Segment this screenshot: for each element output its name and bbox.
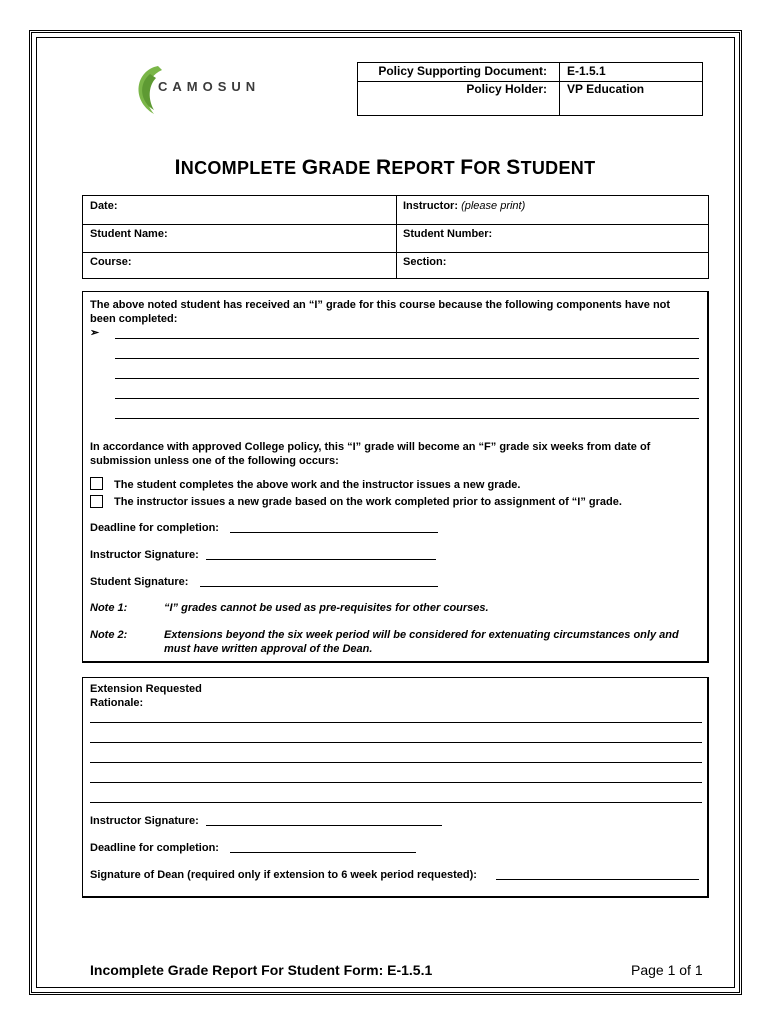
extension-requested-label: Extension Requested xyxy=(90,683,202,695)
component-line-3[interactable] xyxy=(115,378,699,379)
extension-instructor-signature-line[interactable] xyxy=(206,825,442,826)
policy-text: In accordance with approved College policy, this “I” grade will become an “F” grade six weeks from date of xyxy=(90,441,651,453)
components-intro-cont: been completed: xyxy=(90,313,178,325)
date-field[interactable]: Date: xyxy=(90,200,118,212)
component-line-4[interactable] xyxy=(115,398,699,399)
policy-reference-table xyxy=(357,62,703,116)
footer-page-number: Page 1 of 1 xyxy=(631,962,703,978)
extension-deadline-line[interactable] xyxy=(230,852,416,853)
section-field[interactable]: Section: xyxy=(403,256,447,268)
table-divider xyxy=(396,196,397,278)
component-line-2[interactable] xyxy=(115,358,699,359)
components-section xyxy=(82,291,709,663)
option1-checkbox[interactable] xyxy=(90,477,103,490)
student-signature-label: Student Signature: xyxy=(90,576,189,588)
footer-form-title: Incomplete Grade Report For Student Form: E-1.5.1 xyxy=(90,962,433,978)
component-line-1[interactable] xyxy=(115,338,699,339)
rationale-line-5[interactable] xyxy=(90,802,702,803)
policy-document-value: E-1.5.1 xyxy=(567,64,606,78)
instructor-hint: (please print) xyxy=(461,200,526,212)
policy-text-cont: submission unless one of the following occurs: xyxy=(90,455,339,467)
rationale-line-4[interactable] xyxy=(90,782,702,783)
logo-wordmark: CAMOSUN xyxy=(158,79,261,94)
note2-label: Note 2: xyxy=(90,629,128,641)
rationale-line-2[interactable] xyxy=(90,742,702,743)
policy-holder-row xyxy=(358,81,702,99)
page-title: INCOMPLETE GRADE REPORT FOR STUDENT xyxy=(174,156,596,179)
student-signature-line[interactable] xyxy=(200,586,438,587)
rationale-line-3[interactable] xyxy=(90,762,702,763)
instructor-field[interactable]: Instructor: (please print) xyxy=(403,200,526,212)
extension-deadline-label: Deadline for completion: xyxy=(90,842,219,854)
student-number-field[interactable]: Student Number: xyxy=(403,228,493,240)
note2-text-cont: must have written approval of the Dean. xyxy=(164,643,373,655)
extension-section xyxy=(82,677,709,898)
rationale-line-1[interactable] xyxy=(90,722,702,723)
course-field[interactable]: Course: xyxy=(90,256,132,268)
option2-checkbox[interactable] xyxy=(90,495,103,508)
policy-document-label: Policy Supporting Document: xyxy=(378,64,547,78)
deadline-line[interactable] xyxy=(230,532,438,533)
note1-text: “I” grades cannot be used as pre-requisites for other courses. xyxy=(164,602,489,614)
extension-instructor-signature-label: Instructor Signature: xyxy=(90,815,199,827)
student-info-table xyxy=(82,195,709,279)
dean-signature-line[interactable] xyxy=(496,879,699,880)
components-intro: The above noted student has received an “I” grade for this course because the following components have not xyxy=(90,299,671,311)
note1-label: Note 1: xyxy=(90,602,128,614)
component-line-5[interactable] xyxy=(115,418,699,419)
dean-signature-label: Signature of Dean (required only if extension to 6 week period requested): xyxy=(90,869,477,881)
student-name-field[interactable]: Student Name: xyxy=(90,228,168,240)
rationale-label: Rationale: xyxy=(90,697,144,709)
instructor-signature-label: Instructor Signature: xyxy=(90,549,199,561)
option1-label: The student completes the above work and the instructor issues a new grade. xyxy=(114,479,521,491)
bullet-arrow-icon: ➢ xyxy=(90,327,100,339)
option2-label: The instructor issues a new grade based on the work completed prior to assignment of “I” grade. xyxy=(114,496,622,508)
policy-holder-label: Policy Holder: xyxy=(466,82,547,96)
note2-text: Extensions beyond the six week period will be considered for extenuating circumstances only and xyxy=(164,629,679,641)
policy-holder-value: VP Education xyxy=(567,82,645,96)
deadline-label: Deadline for completion: xyxy=(90,522,219,534)
policy-document-row xyxy=(358,63,702,81)
instructor-signature-line[interactable] xyxy=(206,559,436,560)
